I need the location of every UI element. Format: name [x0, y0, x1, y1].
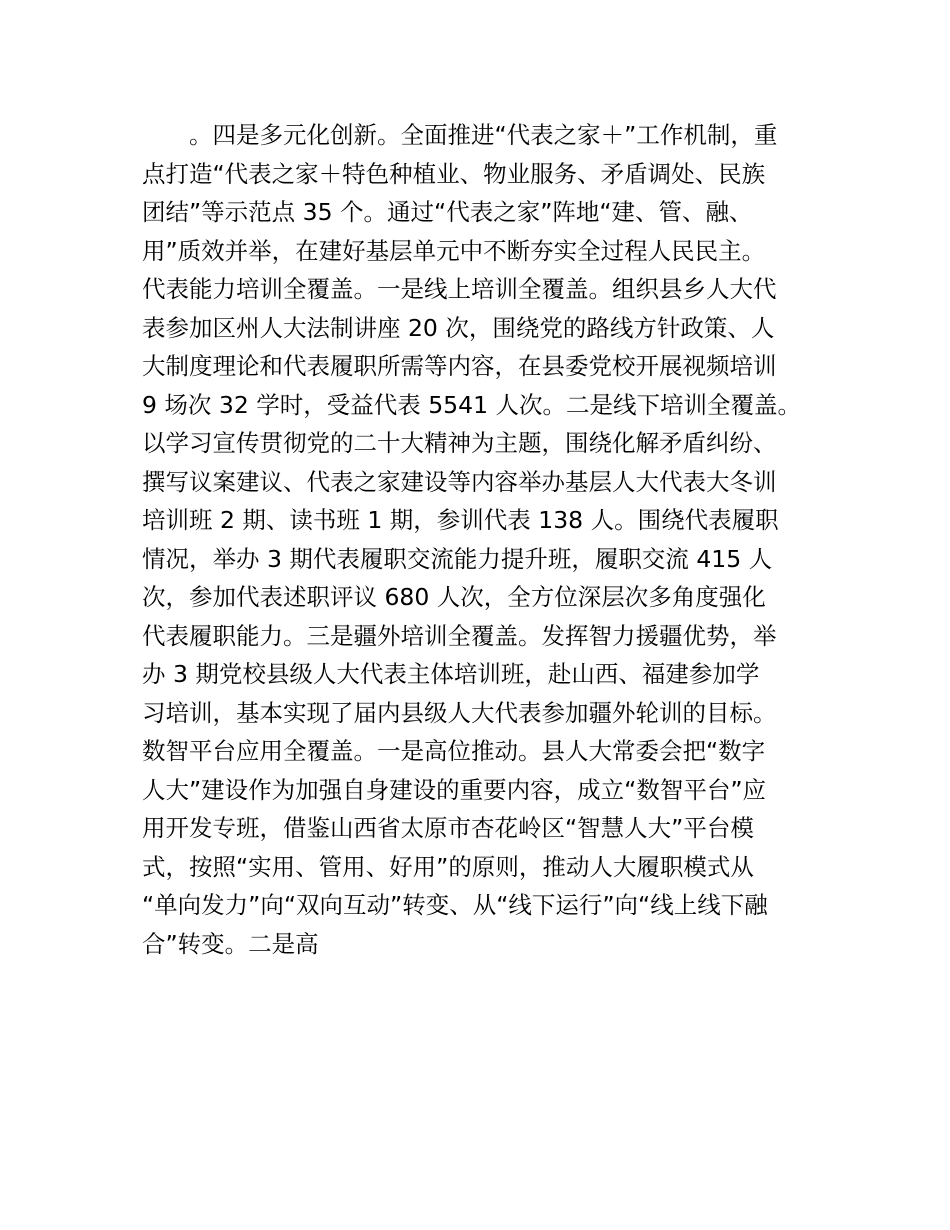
text-line: “单向发力”向“双向互动”转变、从“线下运行”向“线上线下融: [142, 891, 768, 919]
text-line: 培训班 2 期、读书班 1 期，参训代表 138 人。围绕代表履职: [142, 506, 779, 534]
text-line: 式，按照“实用、管用、好用”的原则，推动人大履职模式从: [142, 852, 754, 881]
text-line: 。四是多元化创新。全面推进“代表之家＋”工作机制，重: [142, 121, 778, 149]
text-line: 用”质效并举，在建好基层单元中不断夯实全过程人民民主。: [142, 236, 766, 265]
text-line: 人大”建设作为加强自身建设的重要内容，成立“数智平台”应: [142, 775, 767, 804]
text-line: 大制度理论和代表履职所需等内容，在县委党校开展视频培训: [142, 352, 777, 380]
text-line: 合”转变。二是高: [142, 929, 319, 958]
text-line: 点打造“代表之家＋特色种植业、物业服务、矛盾调处、民族: [142, 159, 766, 188]
text-line: 以学习宣传贯彻党的二十大精神为主题，围绕化解矛盾纠纷、: [142, 429, 777, 457]
text-line: 办 3 期党校县级人大代表主体培训班，赴山西、福建参加学: [142, 660, 760, 688]
text-line: 9 场次 32 学时，受益代表 5541 人次。二是线下培训全覆盖。: [142, 390, 802, 419]
text-line: 用开发专班，借鉴山西省太原市杏花岭区“智慧人大”平台模: [142, 814, 754, 842]
text-line: 代表履职能力。三是疆外培训全覆盖。发挥智力援疆优势，举: [142, 621, 777, 650]
text-line: 习培训，基本实现了届内县级人大代表参加疆外轮训的目标。: [142, 698, 777, 727]
text-line: 表参加区州人大法制讲座 20 次，围绕党的路线方针政策、人: [142, 313, 775, 342]
text-line: 撰写议案建议、代表之家建设等内容举办基层人大代表大冬训: [142, 467, 777, 496]
text-line: 代表能力培训全覆盖。一是线上培训全覆盖。组织县乡人大代: [142, 275, 777, 303]
text-line: 次，参加代表述职评议 680 人次，全方位深层次多角度强化: [142, 583, 766, 611]
text-line: 情况，举办 3 期代表履职交流能力提升班，履职交流 415 人: [142, 544, 773, 573]
text-line: 数智平台应用全覆盖。一是高位推动。县人大常委会把“数字: [142, 737, 766, 765]
document-body: [142, 116, 842, 963]
text-line: 团结”等示范点 35 个。通过“代表之家”阵地“建、管、融、: [142, 198, 753, 226]
